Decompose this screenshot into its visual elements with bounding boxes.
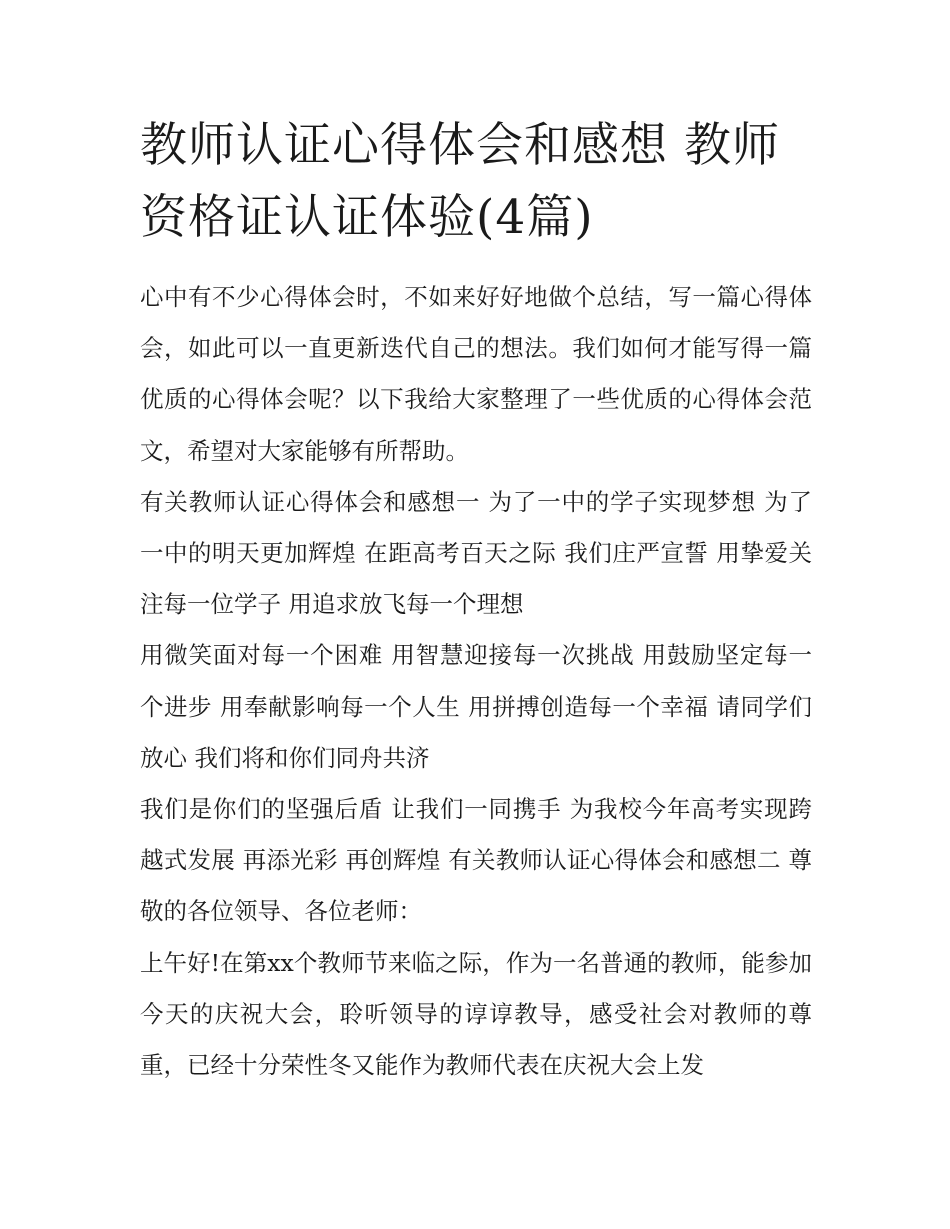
paragraph-3: 我们是你们的坚强后盾 让我们一同携手 为我校今年高考实现跨越式发展 再添光彩 再创辉煌 有关教师认证心得体会和感想二 尊敬的各位领导、各位老师： <box>140 795 812 926</box>
paragraph-1: 有关教师认证心得体会和感想一 为了一中的学子实现梦想 为了一中的明天更加辉煌 在距高考百天之际 我们庄严宣誓 用挚爱关注每一位学子 用追求放飞每一个理想 <box>140 487 812 619</box>
paragraph-intro: 心中有不少心得体会时，不如来好好地做个总结，写一篇心得体会，如此可以一直更新迭代自己的想法。我们如何才能写得一篇优质的心得体会呢？以下我给大家整理了一些优质的心得体会范文，希望对大家能够有所帮助。 <box>140 283 812 465</box>
document-title: 教师认证心得体会和感想 教师资格证认证体验(4篇) <box>140 118 780 245</box>
paragraph-2: 用微笑面对每一个困难 用智慧迎接每一次挑战 用鼓励坚定每一个进步 用奉献影响每一个人生 用拼搏创造每一个幸福 请同学们放心 我们将和你们同舟共济 <box>140 641 812 772</box>
document-body <box>140 110 812 1091</box>
paragraph-4: 上午好!在第xx个教师节来临之际，作为一名普通的教师，能参加今天的庆祝大会，聆听领导的谆谆教导，感受社会对教师的尊重，已经十分荣性冬又能作为教师代表在庆祝大会上发 <box>140 948 812 1080</box>
